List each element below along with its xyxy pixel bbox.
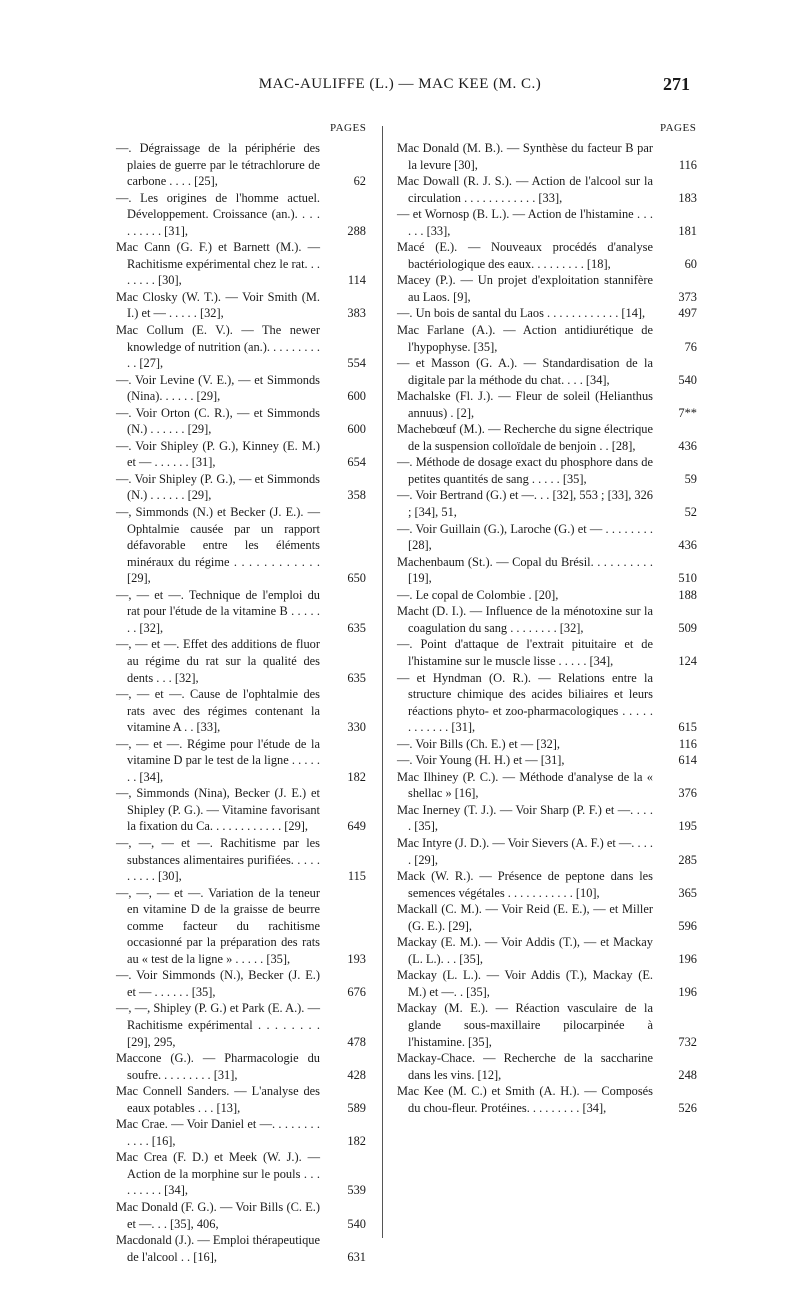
index-entry [116, 504, 366, 587]
entry-page-number: 59 [684, 471, 697, 486]
entry-text: —. Voir Levine (V. E.), — et Simmonds (Nina). . . . . . [29], [116, 372, 320, 404]
entry-page-number: 115 [347, 869, 366, 884]
index-entry [116, 785, 366, 835]
entry-text: Macey (P.). — Un projet d'exploitation stannifère au Laos. [9], [397, 273, 653, 304]
entry-page-number: 376 [678, 786, 697, 801]
index-entry [397, 355, 697, 388]
entry-page-number: 7** [678, 405, 697, 420]
index-entry [397, 322, 697, 355]
index-entry [116, 1083, 366, 1116]
entry-text: Mackay (E. M.). — Voir Addis (T.), — et Mackay (L. L.). . . [35], [397, 935, 653, 966]
entry-text: —. Le copal de Colombie . [20], [397, 587, 559, 602]
entry-page-number: 436 [678, 538, 697, 553]
entry-page-number: 182 [347, 1133, 366, 1148]
entry-page-number: 196 [678, 951, 697, 966]
index-entry [116, 1232, 366, 1265]
entry-text: —. Point d'attaque de l'extrait pituitaire et de l'histamine sur le muscle lisse . . . . . [34], [397, 637, 653, 668]
index-entry [116, 1149, 366, 1199]
entry-page-number: 195 [678, 819, 697, 834]
entry-text: Mackall (C. M.). — Voir Reid (E. E.), — et Miller (G. E.). [29], [397, 902, 653, 933]
entry-text: Mac Cann (G. F.) et Barnett (M.). — Rachitisme expérimental chez le rat. . . . . . . . [30], [116, 240, 321, 288]
entry-page-number: 635 [347, 670, 366, 685]
entry-page-number: 330 [347, 720, 366, 735]
index-entry [116, 736, 366, 786]
index-entry [397, 587, 697, 604]
entry-text: Mac Crae. — Voir Daniel et —. . . . . . . . . . . . [16], [116, 1117, 320, 1148]
entry-text: Macht (D. I.). — Influence de la ménotoxine sur la coagulation du sang . . . . . . . . [32], [397, 604, 653, 635]
index-entry [397, 736, 697, 753]
entry-page-number: 196 [678, 984, 697, 999]
entry-page-number: 589 [347, 1100, 366, 1115]
entry-page-number: 650 [347, 571, 366, 586]
entry-page-number: 365 [678, 885, 697, 900]
entry-text: —. Un bois de santal du Laos . . . . . . . . . . . . [14], [397, 306, 646, 321]
entry-page-number: 540 [347, 1216, 366, 1231]
entry-page-number: 526 [678, 1100, 697, 1115]
entry-text: —. Voir Simmonds (N.), Becker (J. E.) et — . . . . . . [35], [116, 968, 320, 999]
entry-page-number: 124 [678, 653, 697, 668]
index-entry [397, 636, 697, 669]
entry-page-number: 600 [347, 389, 366, 404]
index-entry [397, 305, 697, 322]
right-pages-label: PAGES [660, 122, 697, 134]
entry-text: Mac Connell Sanders. — L'analyse des eaux potables . . . [13], [116, 1084, 320, 1115]
index-entry [116, 967, 366, 1000]
entry-page-number: 248 [678, 1067, 697, 1082]
index-entry [397, 173, 697, 206]
entry-page-number: 631 [347, 1249, 366, 1264]
index-entry [397, 487, 697, 520]
entry-text: —. Voir Orton (C. R.), — et Simmonds (N.) . . . . . . [29], [116, 405, 320, 437]
index-entry [397, 388, 697, 421]
entry-page-number: 596 [678, 918, 697, 933]
entry-text: — et Hyndman (O. R.). — Relations entre la structure chimique des acides biliaires et leurs réactions phyto- et zoo-pharmacologiques . . . . . . . . . . . . [31], [397, 670, 653, 735]
entry-page-number: 183 [678, 190, 697, 205]
entry-page-number: 181 [678, 223, 697, 238]
index-entry [116, 405, 366, 438]
entry-page-number: 428 [347, 1067, 366, 1082]
entry-text: Mac Farlane (A.). — Action antidiurétique de l'hypophyse. [35], [397, 323, 653, 354]
entry-text: —, Simmonds (N.) et Becker (J. E.). — Ophtalmie causée par un rapport défavorable entre les éléments minéraux du régime . . . . . . . . . . . . [29], [116, 505, 320, 586]
index-entry [397, 835, 697, 868]
entry-page-number: 114 [347, 273, 366, 288]
entry-text: Macé (E.). — Nouveaux procédés d'analyse bactériologique des eaux. . . . . . . . . [18], [397, 240, 653, 271]
entry-text: Maccone (G.). — Pharmacologie du soufre. . . . . . . . . [31], [116, 1051, 320, 1082]
entry-text: —, —, — et —. Rachitisme par les substances alimentaires purifiées. . . . . . . . . . [30], [116, 835, 320, 884]
entry-text: —. Voir Guillain (G.), Laroche (G.) et — . . . . . . . . [28], [397, 521, 653, 553]
index-entry [116, 372, 366, 405]
entry-text: Mackay-Chace. — Recherche de la saccharine dans les vins. [12], [397, 1051, 653, 1082]
index-entry [397, 272, 697, 305]
entry-text: Mack (W. R.). — Présence de peptone dans les semences végétales . . . . . . . . . . . [10], [397, 869, 653, 900]
index-entry [116, 471, 366, 504]
entry-text: Mac Kee (M. C.) et Smith (A. H.). — Composés du chou-fleur. Protéines. . . . . . . . . [34], [397, 1084, 653, 1115]
entry-text: —, —, — et —. Variation de la teneur en vitamine D de la graisse de beurre comme facteur du rachitisme occasionné par la préparation des rats au « test de la ligne » . . . . . [35], [116, 885, 320, 966]
left-column [116, 140, 366, 1265]
entry-page-number: 76 [684, 339, 697, 354]
entry-text: Mac Ilhiney (P. C.). — Méthode d'analyse de la « shellac » [16], [397, 769, 653, 801]
index-entry [116, 686, 366, 736]
entry-page-number: 732 [678, 1034, 697, 1049]
entry-text: —. Voir Bertrand (G.) et —. . . [32], 553 ; [33], 326 ; [34], 51, [397, 488, 653, 520]
entry-page-number: 654 [347, 455, 366, 470]
running-head-title: MAC-AULIFFE (L.) — MAC KEE (M. C.) [258, 76, 542, 92]
entry-text: Mac Intyre (J. D.). — Voir Sievers (A. F.) et —. . . . . [29], [397, 835, 653, 867]
left-pages-label: PAGES [330, 122, 367, 134]
entry-text: Mac Donald (M. B.). — Synthèse du facteur B par la levure [30], [397, 141, 653, 172]
entry-page-number: 116 [678, 736, 697, 751]
entry-text: —. Méthode de dosage exact du phosphore dans de petites quantités de sang . . . . . [35], [397, 455, 653, 486]
index-entry [116, 239, 366, 289]
entry-page-number: 554 [347, 356, 366, 371]
index-entry [397, 934, 697, 967]
index-entry [116, 885, 366, 968]
entry-text: —, — et —. Régime pour l'étude de la vitamine D par le test de la ligne . . . . . . . [34], [116, 736, 320, 784]
index-entry [397, 868, 697, 901]
entry-page-number: 60 [684, 256, 697, 271]
index-entry [397, 1050, 697, 1083]
entry-text: Mac Collum (E. V.). — The newer knowledge of nutrition (an.). . . . . . . . . . . [27], [116, 323, 320, 371]
index-entry [116, 1116, 366, 1149]
entry-text: —. Voir Young (H. H.) et — [31], [397, 753, 565, 768]
index-entry [116, 1050, 366, 1083]
entry-text: —, Simmonds (Nina), Becker (J. E.) et Shipley (P. G.). — Vitamine favorisant la fixation du Ca. . . . . . . . . . . . [29], [116, 786, 320, 834]
entry-text: —. Dégraissage de la périphérie des plaies de guerre par le tétrachlorure de carbone . . . . [25], [116, 141, 320, 189]
entry-text: Mac Inerney (T. J.). — Voir Sharp (P. F.) et —. . . . . [35], [397, 802, 653, 834]
index-entry [397, 554, 697, 587]
index-entry [116, 289, 366, 322]
entry-page-number: 497 [678, 306, 697, 321]
entry-text: —, —, Shipley (P. G.) et Park (E. A.). — Rachitisme expérimental . . . . . . . . [29], 295, [116, 1001, 320, 1049]
index-entry [397, 802, 697, 835]
index-entry [116, 140, 366, 190]
column-divider [382, 126, 383, 1238]
index-entry [397, 521, 697, 554]
entry-page-number: 539 [347, 1183, 366, 1198]
entry-text: Mac Closky (W. T.). — Voir Smith (M. I.) et — . . . . . [32], [116, 289, 320, 321]
entry-page-number: 288 [347, 223, 366, 238]
index-entry [397, 769, 697, 802]
entry-text: — et Masson (G. A.). — Standardisation de la digitale par la méthode du chat. . . . [34], [397, 356, 653, 387]
index-entry [116, 587, 366, 637]
entry-text: —. Voir Shipley (P. G.), Kinney (E. M.) et — . . . . . . [31], [116, 438, 320, 470]
entry-page-number: 188 [678, 587, 697, 602]
entry-text: Machenbaum (St.). — Copal du Brésil. . . . . . . . . . [19], [397, 554, 653, 586]
index-entry [397, 670, 697, 736]
entry-page-number: 649 [347, 819, 366, 834]
index-entry [116, 1199, 366, 1232]
index-entry [397, 1000, 697, 1050]
index-entry [397, 206, 697, 239]
index-entry [116, 1000, 366, 1050]
index-entry [397, 239, 697, 272]
entry-page-number: 615 [678, 720, 697, 735]
entry-page-number: 600 [347, 422, 366, 437]
index-entry [397, 1083, 697, 1116]
entry-text: — et Wornosp (B. L.). — Action de l'histamine . . . . . . [33], [397, 207, 653, 238]
index-entry [397, 603, 697, 636]
entry-page-number: 193 [347, 951, 366, 966]
index-entry [116, 438, 366, 471]
index-entry [397, 454, 697, 487]
entry-text: Mac Dowall (R. J. S.). — Action de l'alcool sur la circulation . . . . . . . . . . . . [33], [397, 174, 653, 205]
entry-text: —, — et —. Cause de l'ophtalmie des rats avec des régimes contenant la vitamine A . . [33], [116, 687, 320, 735]
entry-page-number: 478 [347, 1034, 366, 1049]
index-entry [397, 421, 697, 454]
entry-page-number: 436 [678, 438, 697, 453]
entry-page-number: 614 [678, 753, 697, 768]
index-entry [397, 901, 697, 934]
entry-text: Mackay (M. E.). — Réaction vasculaire de la glande sous-maxillaire pilocarpinée à l'histamine. [35], [397, 1001, 653, 1049]
entry-page-number: 182 [347, 769, 366, 784]
entry-text: Mac Donald (F. G.). — Voir Bills (C. E.) et —. . . [35], 406, [116, 1200, 320, 1231]
index-entry [116, 322, 366, 372]
entry-text: —, — et —. Technique de l'emploi du rat pour l'étude de la vitamine B . . . . . . . [32], [116, 587, 320, 635]
entry-text: —. Voir Bills (Ch. E.) et — [32], [397, 736, 561, 751]
entry-text: Macdonald (J.). — Emploi thérapeutique de l'alcool . . [16], [116, 1233, 320, 1264]
entry-page-number: 509 [678, 620, 697, 635]
entry-page-number: 676 [347, 984, 366, 999]
index-entry [116, 636, 366, 686]
right-column [397, 140, 697, 1116]
index-entry [116, 190, 366, 240]
entry-page-number: 52 [684, 505, 697, 520]
running-head [0, 74, 800, 98]
index-entry [397, 140, 697, 173]
entry-text: Mackay (L. L.). — Voir Addis (T.), Mackay (E. M.) et —. . [35], [397, 968, 653, 999]
entry-text: —. Voir Shipley (P. G.), — et Simmonds (N.) . . . . . . [29], [116, 471, 320, 503]
entry-text: Mac Crea (F. D.) et Meek (W. J.). — Action de la morphine sur le pouls . . . . . . . . . [34], [116, 1150, 320, 1198]
entry-page-number: 358 [347, 488, 366, 503]
entry-page-number: 383 [347, 306, 366, 321]
entry-page-number: 510 [678, 571, 697, 586]
index-entry [397, 752, 697, 769]
index-entry [397, 967, 697, 1000]
entry-text: Machalske (Fl. J.). — Fleur de soleil (Helianthus annuus) . [2], [397, 389, 653, 420]
entry-text: —, — et —. Effet des additions de fluor au régime du rat sur la qualité des dents . . . [32], [116, 637, 320, 685]
entry-page-number: 373 [678, 289, 697, 304]
entry-page-number: 285 [678, 852, 697, 867]
entry-page-number: 635 [347, 620, 366, 635]
entry-page-number: 62 [353, 174, 366, 189]
entry-page-number: 540 [678, 372, 697, 387]
entry-page-number: 116 [678, 157, 697, 172]
entry-text: —. Les origines de l'homme actuel. Développement. Croissance (an.). . . . . . . . . . [31], [116, 190, 320, 238]
index-entry [116, 835, 366, 885]
entry-text: Machebœuf (M.). — Recherche du signe électrique de la suspension colloïdale de benjoin . . [28], [397, 422, 653, 453]
page-number: 271 [663, 74, 690, 94]
